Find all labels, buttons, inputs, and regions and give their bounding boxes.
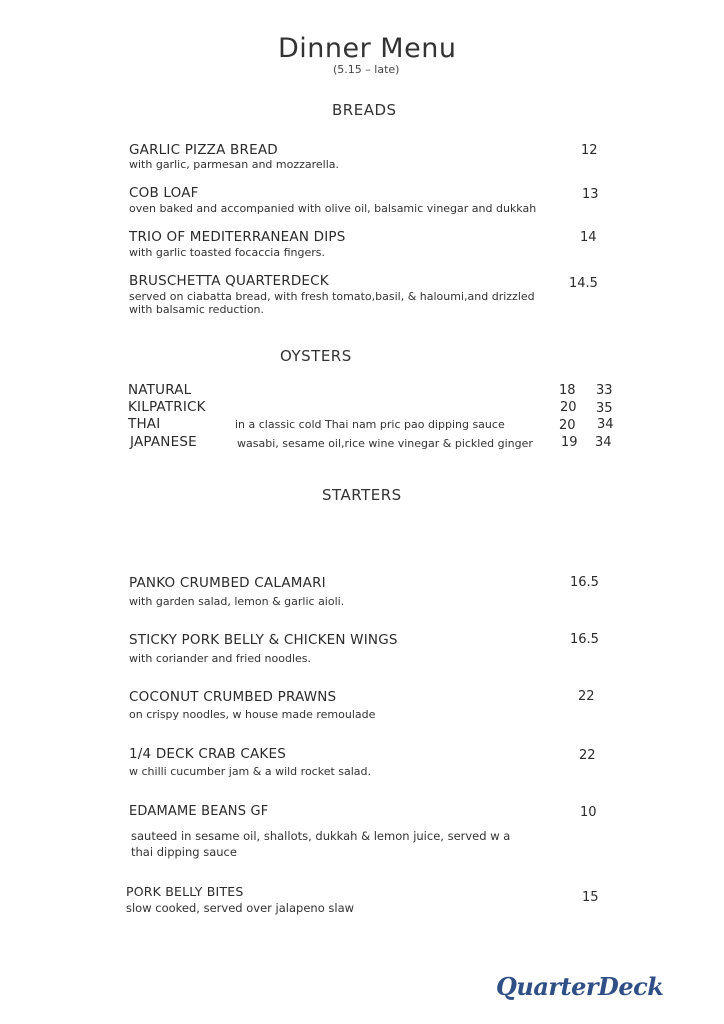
item-price: 22: [578, 689, 595, 704]
item-price: 16.5: [570, 632, 599, 647]
item-description-line2: thai dipping sauce: [131, 845, 237, 859]
item-description: served on ciabatta bread, with fresh tomato,basil, & haloumi,and drizzled: [129, 290, 535, 303]
item-description: slow cooked, served over jalapeno slaw: [126, 901, 355, 915]
item-name: PORK BELLY BITES: [126, 884, 244, 899]
item-name: NATURAL: [128, 382, 192, 398]
item-description: w chilli cucumber jam & a wild rocket salad.: [129, 765, 372, 778]
price-half-dozen: 18: [559, 383, 576, 398]
item-price: 16.5: [570, 575, 599, 590]
item-description: with garlic, parmesan and mozzarella.: [129, 158, 340, 171]
item-name: COCONUT CRUMBED PRAWNS: [129, 689, 337, 705]
item-description-line2: with balsamic reduction.: [129, 303, 265, 316]
item-name: 1/4 DECK CRAB CAKES: [129, 746, 286, 762]
item-price: 13: [582, 187, 599, 202]
price-dozen: 34: [597, 417, 614, 432]
item-description: oven baked and accompanied with olive oil, balsamic vinegar and dukkah: [129, 202, 537, 215]
section-heading-oysters: OYSTERS: [280, 347, 352, 365]
menu-title: Dinner Menu: [278, 33, 457, 64]
price-dozen: 35: [596, 401, 613, 416]
item-description: sauteed in sesame oil, shallots, dukkah & lemon juice, served w a: [131, 829, 511, 843]
item-price: 14: [580, 230, 597, 245]
price-half-dozen: 19: [561, 435, 578, 450]
price-half-dozen: 20: [559, 418, 576, 433]
item-description: with coriander and fried noodles.: [129, 652, 312, 665]
section-heading-breads: BREADS: [332, 101, 397, 119]
item-name: JAPANESE: [130, 434, 197, 450]
item-description: on crispy noodles, w house made remoulade: [129, 708, 376, 721]
item-name: KILPATRICK: [128, 399, 206, 415]
item-name: COB LOAF: [129, 185, 199, 201]
item-name: EDAMAME BEANS GF: [129, 804, 269, 819]
item-name: THAI: [128, 416, 161, 432]
item-description: with garden salad, lemon & garlic aioli.: [129, 595, 345, 608]
item-name: GARLIC PIZZA BREAD: [129, 142, 278, 158]
item-price: 22: [579, 748, 596, 763]
item-price: 14.5: [569, 276, 598, 291]
item-name: STICKY PORK BELLY & CHICKEN WINGS: [129, 632, 398, 648]
price-dozen: 33: [596, 383, 613, 398]
item-description: in a classic cold Thai nam pric pao dipping sauce: [235, 418, 505, 431]
item-price: 10: [580, 805, 597, 820]
price-dozen: 34: [595, 435, 612, 450]
item-name: BRUSCHETTA QUARTERDECK: [129, 273, 329, 289]
item-name: TRIO OF MEDITERRANEAN DIPS: [129, 229, 346, 245]
price-half-dozen: 20: [560, 400, 577, 415]
item-name: PANKO CRUMBED CALAMARI: [129, 575, 326, 591]
item-price: 12: [581, 143, 598, 158]
item-price: 15: [582, 890, 599, 905]
item-description: wasabi, sesame oil,rice wine vinegar & pickled ginger: [237, 437, 533, 450]
quarterdeck-logo: QuarterDeck: [496, 972, 664, 1001]
menu-hours: (5.15 – late): [333, 63, 400, 76]
section-heading-starters: STARTERS: [322, 486, 402, 504]
item-description: with garlic toasted focaccia fingers.: [129, 246, 325, 259]
